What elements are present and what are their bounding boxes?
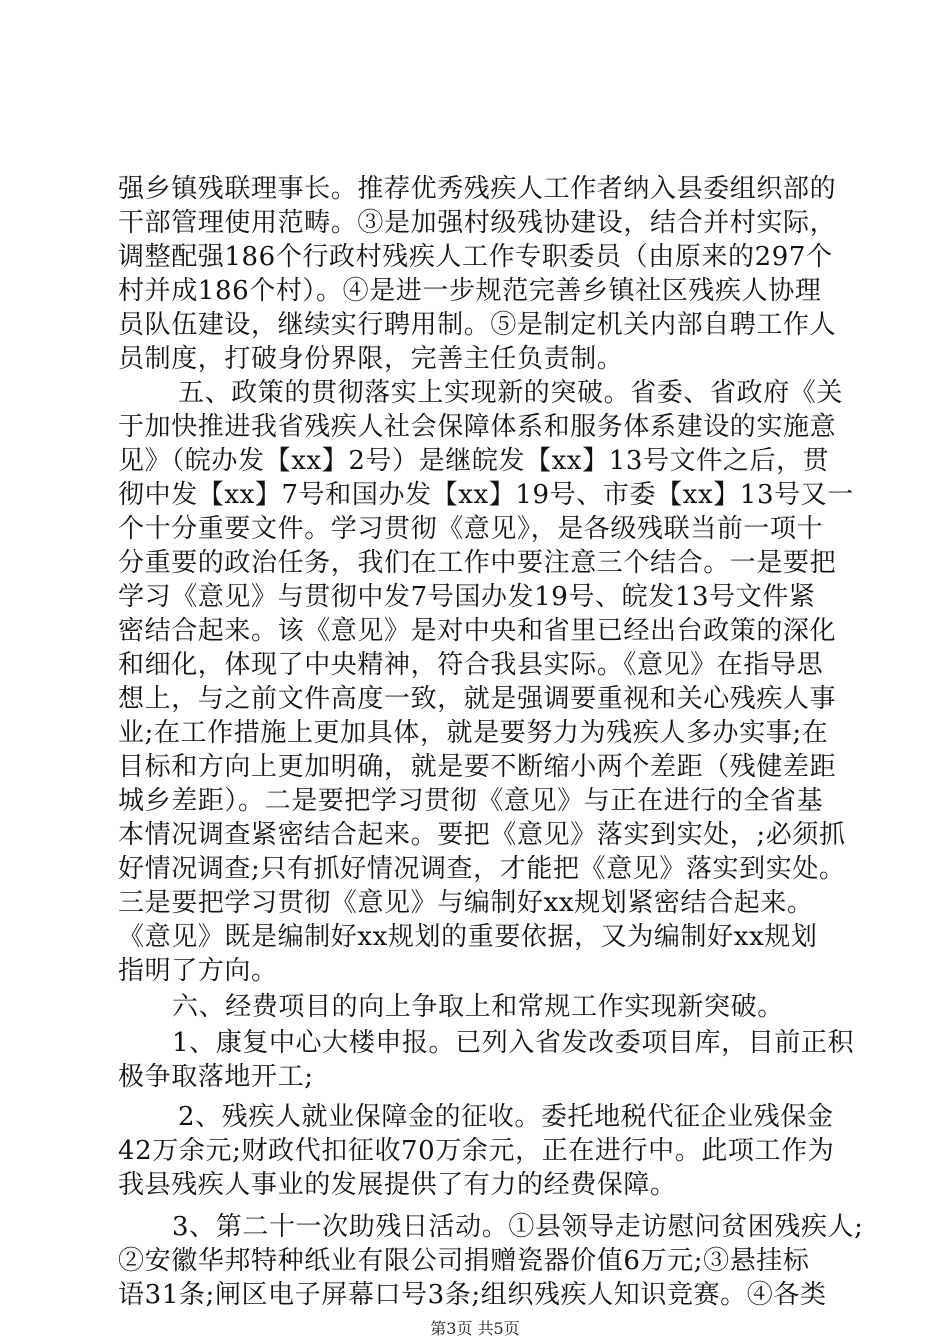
text-line: 员队伍建设，继续实行聘用制。⑤是制定机关内部自聘工作人 [118,310,837,340]
text-line: ②安徽华邦特种纸业有限公司捐赠瓷器价值6万元;③悬挂标 [118,1246,810,1276]
text-line: 调整配强186个行政村残疾人工作专职委员（由原来的297个 [118,242,833,272]
list-item: 2、残疾人就业保障金的征收。委托地税代征企业残保金 [178,1102,834,1132]
text-line: 学习《意见》与贯彻中发7号国办发19号、皖发13号文件紧 [118,582,816,612]
text-line: 极争取落地开工; [118,1062,314,1092]
list-item: 1、康复中心大楼申报。已列入省发改委项目库，目前正积 [172,1028,855,1058]
text-line: 员制度，打破身份界限，完善主任负责制。 [118,344,624,374]
text-line: 业;在工作措施上更加具体，就是要努力为残疾人多办实事;在 [118,718,829,748]
text-line: 好情况调查;只有抓好情况调查，才能把《意见》落实到实处。 [118,854,846,884]
text-line: 目标和方向上更加明确，就是要不断缩小两个差距（残健差距 [118,752,837,782]
text-line: 指明了方向。 [118,956,278,986]
page-footer: 第3页 共5页 [430,1319,520,1338]
section-heading: 五、政策的贯彻落实上实现新的突破。省委、省政府《关 [178,378,844,408]
text-line: 见》（皖办发【xx】2号）是继皖发【xx】13号文件之后，贯 [118,446,830,476]
text-line: 想上，与之前文件高度一致，就是强调要重视和关心残疾人事 [118,684,837,714]
text-line: 强乡镇残联理事长。推荐优秀残疾人工作者纳入县委组织部的 [118,174,837,204]
text-line: 和细化，体现了中央精神，符合我县实际。《意见》在指导思 [118,650,824,680]
text-line: 本情况调查紧密结合起来。要把《意见》落实到实处，;必须抓 [118,820,846,850]
text-line: 42万余元;财政代扣征收70万余元，正在进行中。此项工作为 [118,1136,835,1166]
text-line: 干部管理使用范畴。③是加强村级残协建设，结合并村实际， [118,208,837,238]
text-line: 我县残疾人事业的发展提供了有力的经费保障。 [118,1170,677,1200]
text-line: 彻中发【xx】7号和国办发【xx】19号、市委【xx】13号又一 [118,480,854,510]
text-line: 城乡差距）。二是要把学习贯彻《意见》与正在进行的全省基 [118,786,824,816]
text-line: 村并成186个村）。④是进一步规范完善乡镇社区残疾人协理 [118,276,822,306]
text-line: 密结合起来。该《意见》是对中央和省里已经出台政策的深化 [118,616,837,646]
text-line: 语31条;闸区电子屏幕口号3条;组织残疾人知识竞赛。④各类 [118,1280,827,1310]
section-heading: 六、经费项目的向上争取上和常规工作实现新突破。 [172,992,784,1022]
text-line: 三是要把学习贯彻《意见》与编制好xx规划紧密结合起来。 [118,888,814,918]
text-line: 《意见》既是编制好xx规划的重要依据，又为编制好xx规划 [118,922,818,952]
text-line: 分重要的政治任务，我们在工作中要注意三个结合。一是要把 [118,548,837,578]
list-item: 3、第二十一次助残日活动。①县领导走访慰问贫困残疾人; [172,1212,864,1242]
text-line: 于加快推进我省残疾人社会保障体系和服务体系建设的实施意 [118,412,837,442]
text-line: 个十分重要文件。学习贯彻《意见》，是各级残联当前一项十 [118,514,824,544]
